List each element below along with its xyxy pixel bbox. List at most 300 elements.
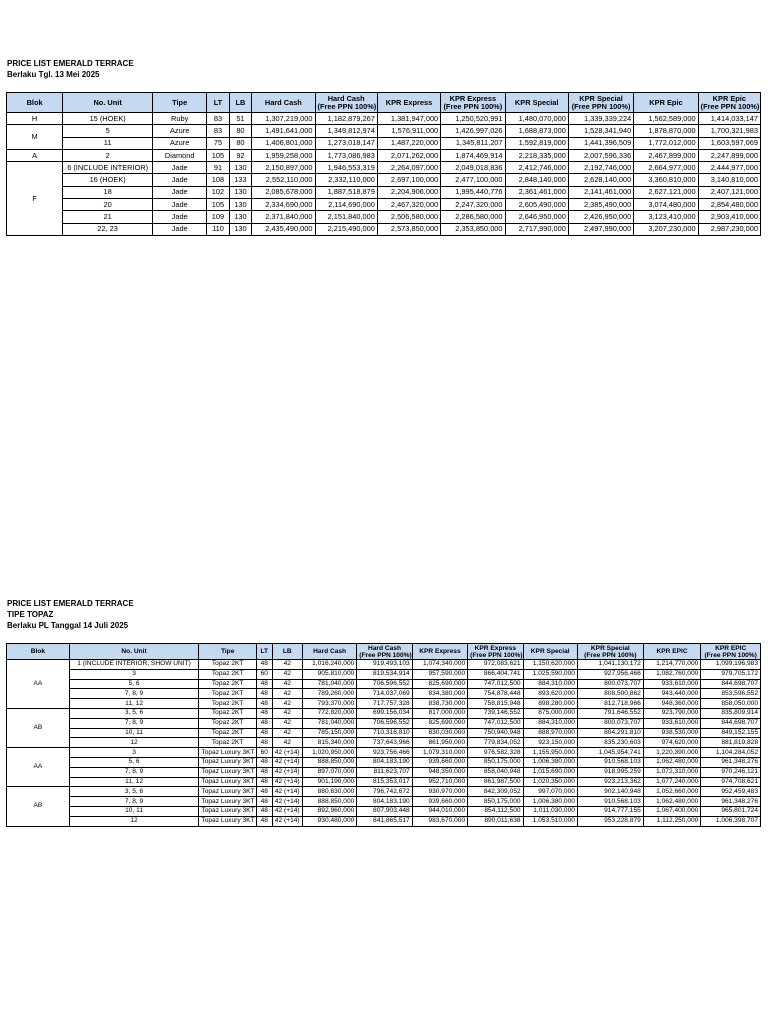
- price-cell: 976,582,328: [468, 748, 523, 758]
- area-cell: 42 (+14): [272, 816, 302, 826]
- area-cell: 80: [229, 137, 251, 149]
- price-cell: 933,610,000: [643, 679, 701, 689]
- price-table-emerald-terrace: [6, 92, 761, 236]
- table-row: [7, 728, 761, 738]
- price-cell: 892,960,000: [302, 806, 356, 816]
- price-cell: 2,627,121,000: [634, 186, 698, 198]
- type-cell: Topaz Luxury 3KT: [199, 787, 257, 797]
- price-cell: 850,175,000: [468, 757, 523, 767]
- price-cell: 800,073,707: [577, 679, 643, 689]
- price-cell: 1,082,760,000: [643, 669, 701, 679]
- price-cell: 933,610,000: [643, 718, 701, 728]
- type-cell: Topaz 2KT: [199, 699, 257, 709]
- area-cell: 48: [256, 689, 272, 699]
- price-cell: 1,603,597,069: [698, 137, 760, 149]
- column-header: KPR Special: [505, 93, 568, 113]
- price-cell: 1,020,950,000: [302, 748, 356, 758]
- area-cell: 130: [229, 211, 251, 223]
- price-cell: 930,970,000: [412, 787, 467, 797]
- column-header: Hard Cash (Free PPN 100%): [357, 644, 412, 660]
- price-cell: 1,155,950,000: [523, 748, 577, 758]
- price-cell: 923,790,000: [643, 708, 701, 718]
- area-cell: 102: [207, 186, 229, 198]
- price-cell: 785,150,000: [302, 728, 356, 738]
- price-cell: 2,247,320,000: [441, 199, 505, 211]
- price-cell: 1,072,310,000: [643, 767, 701, 777]
- unit-cell: 18: [63, 186, 153, 198]
- price-cell: 910,568,103: [577, 757, 643, 767]
- price-cell: 888,970,000: [523, 728, 577, 738]
- area-cell: 92: [229, 149, 251, 161]
- unit-cell: 5, 6: [69, 679, 199, 689]
- price-cell: 3,123,410,000: [634, 211, 698, 223]
- area-cell: 83: [207, 113, 229, 125]
- price-cell: 747,012,500: [468, 718, 523, 728]
- price-cell: 737,643,966: [357, 738, 412, 748]
- price-cell: 2,247,899,000: [698, 149, 760, 161]
- area-cell: 133: [229, 174, 251, 186]
- price-cell: 938,530,000: [643, 728, 701, 738]
- price-cell: 861,987,500: [468, 777, 523, 787]
- price-cell: 1,878,870,000: [634, 125, 698, 137]
- area-cell: 48: [256, 679, 272, 689]
- price-cell: 747,012,500: [468, 679, 523, 689]
- area-cell: 42: [272, 660, 302, 670]
- price-cell: 2,426,950,000: [568, 211, 633, 223]
- area-cell: 130: [229, 223, 251, 235]
- price-cell: 2,071,262,000: [377, 149, 440, 161]
- table-row: [7, 748, 761, 758]
- price-cell: 1,041,130,172: [577, 660, 643, 670]
- table-row: [7, 660, 761, 670]
- unit-cell: 5, 6: [69, 757, 199, 767]
- price-cell: 1,052,660,000: [643, 787, 701, 797]
- sheet2-subtitle: TIPE TOPAZ: [7, 610, 54, 619]
- blok-cell: F: [7, 162, 63, 236]
- price-cell: 842,309,052: [468, 787, 523, 797]
- table-row: [7, 137, 761, 149]
- unit-cell: 7, 8, 9: [69, 767, 199, 777]
- type-cell: Topaz Luxury 3KT: [199, 806, 257, 816]
- price-cell: 739,146,552: [468, 708, 523, 718]
- price-cell: 910,568,103: [577, 797, 643, 807]
- type-cell: Topaz 2KT: [199, 669, 257, 679]
- type-cell: Jade: [153, 162, 207, 174]
- price-cell: 2,334,690,000: [252, 199, 315, 211]
- table-row: [7, 777, 761, 787]
- price-cell: 710,316,810: [357, 728, 412, 738]
- price-cell: 2,385,490,000: [568, 199, 633, 211]
- price-cell: 1,307,219,000: [252, 113, 315, 125]
- column-header: No. Unit: [63, 93, 153, 113]
- price-cell: 1,150,620,000: [523, 660, 577, 670]
- price-cell: 854,112,500: [468, 806, 523, 816]
- sheet1-subtitle: Berlaku Tgl. 13 Mei 2025: [7, 70, 100, 79]
- price-cell: 2,987,230,000: [698, 223, 760, 235]
- price-cell: 2,218,335,000: [505, 149, 568, 161]
- area-cell: 42: [272, 679, 302, 689]
- type-cell: Topaz 2KT: [199, 718, 257, 728]
- column-header: Blok: [7, 93, 63, 113]
- type-cell: Topaz 2KT: [199, 738, 257, 748]
- price-cell: 1,006,398,707: [701, 816, 761, 826]
- column-header: KPR Special (Free PPN 100%): [568, 93, 633, 113]
- price-cell: 2,477,100,000: [441, 174, 505, 186]
- price-cell: 812,718,966: [577, 699, 643, 709]
- price-cell: 819,534,914: [357, 669, 412, 679]
- price-cell: 919,493,103: [357, 660, 412, 670]
- price-cell: 1,220,390,000: [643, 748, 701, 758]
- price-cell: 2,141,461,000: [568, 186, 633, 198]
- unit-cell: 12: [69, 738, 199, 748]
- area-cell: 48: [256, 738, 272, 748]
- table-row: [7, 149, 761, 161]
- price-cell: 2,435,490,000: [252, 223, 315, 235]
- price-cell: 2,353,850,000: [441, 223, 505, 235]
- price-cell: 888,850,000: [302, 797, 356, 807]
- price-cell: 943,440,000: [643, 689, 701, 699]
- price-cell: 772,820,000: [302, 708, 356, 718]
- price-cell: 2,854,480,000: [698, 199, 760, 211]
- price-cell: 2,467,320,000: [377, 199, 440, 211]
- price-cell: 2,114,690,000: [315, 199, 377, 211]
- price-cell: 897,070,000: [302, 767, 356, 777]
- price-cell: 914,777,155: [577, 806, 643, 816]
- area-cell: 42: [272, 699, 302, 709]
- table-row: [7, 211, 761, 223]
- table-row: [7, 174, 761, 186]
- type-cell: Topaz Luxury 3KT: [199, 748, 257, 758]
- price-cell: 1,250,520,991: [441, 113, 505, 125]
- blok-cell: M: [7, 125, 63, 150]
- price-cell: 979,705,172: [701, 669, 761, 679]
- type-cell: Topaz 2KT: [199, 708, 257, 718]
- area-cell: 48: [256, 660, 272, 670]
- column-header: KPR Express: [412, 644, 467, 660]
- type-cell: Topaz 2KT: [199, 689, 257, 699]
- column-header: Tipe: [199, 644, 257, 660]
- price-cell: 1,062,480,000: [643, 797, 701, 807]
- price-cell: 781,040,000: [302, 718, 356, 728]
- price-cell: 961,348,276: [701, 757, 761, 767]
- column-header: Hard Cash (Free PPN 100%): [315, 93, 377, 113]
- column-header: KPR Epic: [634, 93, 698, 113]
- type-cell: Diamond: [153, 149, 207, 161]
- price-cell: 930,480,000: [302, 816, 356, 826]
- table-row: [7, 113, 761, 125]
- price-cell: 1,887,518,879: [315, 186, 377, 198]
- price-cell: 1,112,250,000: [643, 816, 701, 826]
- price-cell: 861,950,000: [412, 738, 467, 748]
- unit-cell: 22, 23: [63, 223, 153, 235]
- area-cell: 109: [207, 211, 229, 223]
- price-cell: 849,152,155: [701, 728, 761, 738]
- price-cell: 717,757,328: [357, 699, 412, 709]
- type-cell: Topaz 2KT: [199, 660, 257, 670]
- area-cell: 42 (+14): [272, 787, 302, 797]
- price-cell: 1,562,589,000: [634, 113, 698, 125]
- unit-cell: 20: [63, 199, 153, 211]
- price-cell: 1,487,220,000: [377, 137, 440, 149]
- price-cell: 2,848,140,000: [505, 174, 568, 186]
- price-cell: 853,596,552: [701, 689, 761, 699]
- price-cell: 791,646,552: [577, 708, 643, 718]
- area-cell: 130: [229, 162, 251, 174]
- price-cell: 1,349,812,974: [315, 125, 377, 137]
- price-cell: 1,074,340,000: [412, 660, 467, 670]
- price-cell: 758,815,948: [468, 699, 523, 709]
- column-header: Blok: [7, 644, 70, 660]
- price-cell: 1,045,954,741: [577, 748, 643, 758]
- price-cell: 2,497,990,000: [568, 223, 633, 235]
- unit-cell: 7, 8, 9: [69, 689, 199, 699]
- unit-cell: 6 (INCLUDE INTERIOR): [63, 162, 153, 174]
- area-cell: 48: [256, 728, 272, 738]
- price-cell: 902,140,948: [577, 787, 643, 797]
- blok-cell: A: [7, 149, 63, 161]
- price-cell: 1,874,469,914: [441, 149, 505, 161]
- price-cell: 952,459,483: [701, 787, 761, 797]
- area-cell: 48: [256, 708, 272, 718]
- price-cell: 901,190,000: [302, 777, 356, 787]
- price-cell: 2,007,596,336: [568, 149, 633, 161]
- area-cell: 105: [207, 199, 229, 211]
- area-cell: 48: [256, 699, 272, 709]
- price-cell: 1,688,873,000: [505, 125, 568, 137]
- area-cell: 42: [272, 708, 302, 718]
- column-header: KPR EPIC: [643, 644, 701, 660]
- price-cell: 825,690,000: [412, 679, 467, 689]
- price-cell: 1,441,396,509: [568, 137, 633, 149]
- area-cell: 42: [272, 738, 302, 748]
- table-row: [7, 797, 761, 807]
- column-header: KPR EPIC (Free PPN 100%): [701, 644, 761, 660]
- price-cell: 830,030,000: [412, 728, 467, 738]
- price-cell: 875,000,000: [523, 708, 577, 718]
- price-cell: 2,151,840,000: [315, 211, 377, 223]
- price-cell: 844,698,707: [701, 679, 761, 689]
- price-cell: 918,995,259: [577, 767, 643, 777]
- price-cell: 804,183,190: [357, 757, 412, 767]
- price-cell: 974,620,000: [643, 738, 701, 748]
- price-cell: 1,592,819,000: [505, 137, 568, 149]
- price-cell: 815,340,000: [302, 738, 356, 748]
- price-cell: 1,773,086,983: [315, 149, 377, 161]
- price-cell: 1,995,440,776: [441, 186, 505, 198]
- price-cell: 1,214,770,000: [643, 660, 701, 670]
- price-cell: 714,037,069: [357, 689, 412, 699]
- price-cell: 2,444,977,000: [698, 162, 760, 174]
- price-cell: 1,576,911,000: [377, 125, 440, 137]
- price-cell: 838,730,000: [412, 699, 467, 709]
- unit-cell: 11, 12: [69, 699, 199, 709]
- price-cell: 1,491,641,000: [252, 125, 315, 137]
- area-cell: 42: [272, 718, 302, 728]
- type-cell: Topaz Luxury 3KT: [199, 767, 257, 777]
- price-cell: 1,406,801,000: [252, 137, 315, 149]
- unit-cell: 7, 8, 9: [69, 718, 199, 728]
- unit-cell: 3: [69, 669, 199, 679]
- price-cell: 858,050,000: [701, 699, 761, 709]
- table-row: [7, 186, 761, 198]
- table-row: [7, 199, 761, 211]
- type-cell: Topaz Luxury 3KT: [199, 816, 257, 826]
- unit-cell: 21: [63, 211, 153, 223]
- area-cell: 42 (+14): [272, 757, 302, 767]
- price-cell: 2,215,490,000: [315, 223, 377, 235]
- area-cell: 91: [207, 162, 229, 174]
- price-cell: 983,670,000: [412, 816, 467, 826]
- price-cell: 779,834,052: [468, 738, 523, 748]
- price-cell: 2,361,461,000: [505, 186, 568, 198]
- table-row: [7, 223, 761, 235]
- sheet2-validity-date: Berlaku PL Tanggal 14 Juli 2025: [7, 621, 129, 630]
- area-cell: 42 (+14): [272, 797, 302, 807]
- price-cell: 972,083,621: [468, 660, 523, 670]
- price-cell: 3,074,480,000: [634, 199, 698, 211]
- area-cell: 48: [256, 797, 272, 807]
- column-header: No. Unit: [69, 644, 199, 660]
- price-cell: 835,230,603: [577, 738, 643, 748]
- area-cell: 60: [256, 748, 272, 758]
- unit-cell: 15 (HOEK): [63, 113, 153, 125]
- blok-cell: H: [7, 113, 63, 125]
- price-cell: 804,183,190: [357, 797, 412, 807]
- type-cell: Topaz Luxury 3KT: [199, 777, 257, 787]
- table-row: [7, 718, 761, 728]
- price-cell: 1,006,380,000: [523, 757, 577, 767]
- price-cell: 923,213,362: [577, 777, 643, 787]
- column-header: LB: [272, 644, 302, 660]
- price-cell: 2,192,746,000: [568, 162, 633, 174]
- price-cell: 2,646,950,000: [505, 211, 568, 223]
- area-cell: 130: [229, 186, 251, 198]
- price-cell: 923,150,000: [523, 738, 577, 748]
- table-row: [7, 787, 761, 797]
- price-cell: 2,286,580,000: [441, 211, 505, 223]
- area-cell: 42 (+14): [272, 767, 302, 777]
- table-row: [7, 738, 761, 748]
- type-cell: Topaz 2KT: [199, 679, 257, 689]
- price-cell: 884,310,000: [523, 679, 577, 689]
- price-cell: 974,708,621: [701, 777, 761, 787]
- price-cell: 1,381,947,000: [377, 113, 440, 125]
- price-cell: 1,015,690,000: [523, 767, 577, 777]
- price-cell: 866,404,741: [468, 669, 523, 679]
- price-cell: 2,903,410,000: [698, 211, 760, 223]
- unit-cell: 12: [69, 816, 199, 826]
- table-row: [7, 699, 761, 709]
- price-cell: 2,573,850,000: [377, 223, 440, 235]
- price-cell: 1,273,018,147: [315, 137, 377, 149]
- column-header: KPR Special (Free PPN 100%): [577, 644, 643, 660]
- area-cell: 42 (+14): [272, 806, 302, 816]
- type-cell: Azure: [153, 125, 207, 137]
- table-row: [7, 757, 761, 767]
- price-cell: 2,506,580,000: [377, 211, 440, 223]
- area-cell: 42 (+14): [272, 777, 302, 787]
- price-cell: 2,371,840,000: [252, 211, 315, 223]
- column-header: KPR Epic (Free PPN 100%): [698, 93, 760, 113]
- area-cell: 48: [256, 757, 272, 767]
- price-cell: 970,246,121: [701, 767, 761, 777]
- price-cell: 893,620,000: [523, 689, 577, 699]
- price-cell: 2,332,110,000: [315, 174, 377, 186]
- blok-cell: AA: [7, 748, 70, 787]
- price-cell: 3,207,230,000: [634, 223, 698, 235]
- price-cell: 890,011,638: [468, 816, 523, 826]
- price-cell: 1,700,321,983: [698, 125, 760, 137]
- price-cell: 957,590,000: [412, 669, 467, 679]
- unit-cell: 10, 11: [69, 806, 199, 816]
- price-cell: 944,010,000: [412, 806, 467, 816]
- price-cell: 1,959,258,000: [252, 149, 315, 161]
- price-cell: 923,756,466: [357, 748, 412, 758]
- table-row: [7, 162, 761, 174]
- unit-cell: 3, 5, 6: [69, 708, 199, 718]
- price-cell: 884,310,000: [523, 718, 577, 728]
- unit-cell: 2: [63, 149, 153, 161]
- area-cell: 110: [207, 223, 229, 235]
- type-cell: Topaz 2KT: [199, 728, 257, 738]
- area-cell: 42: [272, 689, 302, 699]
- area-cell: 48: [256, 777, 272, 787]
- price-cell: 3,140,810,000: [698, 174, 760, 186]
- type-cell: Jade: [153, 186, 207, 198]
- price-cell: 841,865,517: [357, 816, 412, 826]
- area-cell: 48: [256, 718, 272, 728]
- type-cell: Ruby: [153, 113, 207, 125]
- column-header: LB: [229, 93, 251, 113]
- price-cell: 815,353,017: [357, 777, 412, 787]
- price-cell: 834,380,000: [412, 689, 467, 699]
- unit-cell: 10, 11: [69, 728, 199, 738]
- area-cell: 48: [256, 767, 272, 777]
- price-cell: 1,079,310,000: [412, 748, 467, 758]
- price-cell: 1,062,480,000: [643, 757, 701, 767]
- unit-cell: 11: [63, 137, 153, 149]
- column-header: Tipe: [153, 93, 207, 113]
- price-cell: 948,350,000: [412, 767, 467, 777]
- table-row: [7, 708, 761, 718]
- price-cell: 2,628,140,000: [568, 174, 633, 186]
- column-header: LT: [256, 644, 272, 660]
- price-cell: 835,809,914: [701, 708, 761, 718]
- type-cell: Topaz Luxury 3KT: [199, 757, 257, 767]
- price-cell: 2,664,977,000: [634, 162, 698, 174]
- price-cell: 1,016,240,000: [302, 660, 356, 670]
- blok-cell: AB: [7, 787, 70, 826]
- price-cell: 817,000,000: [412, 708, 467, 718]
- column-header: Hard Cash: [302, 644, 356, 660]
- price-cell: 804,291,810: [577, 728, 643, 738]
- table-row: [7, 669, 761, 679]
- type-cell: Jade: [153, 199, 207, 211]
- table-row: [7, 125, 761, 137]
- blok-cell: AB: [7, 708, 70, 747]
- price-cell: 754,878,448: [468, 689, 523, 699]
- price-cell: 811,623,707: [357, 767, 412, 777]
- price-cell: 898,280,000: [523, 699, 577, 709]
- price-cell: 2,264,097,000: [377, 162, 440, 174]
- price-cell: 953,228,879: [577, 816, 643, 826]
- price-cell: 3,360,810,000: [634, 174, 698, 186]
- area-cell: 48: [256, 787, 272, 797]
- price-cell: 1,099,196,983: [701, 660, 761, 670]
- column-header: LT: [207, 93, 229, 113]
- unit-cell: 1 (INCLUDE INTERIOR, SHOW UNIT): [69, 660, 199, 670]
- type-cell: Jade: [153, 223, 207, 235]
